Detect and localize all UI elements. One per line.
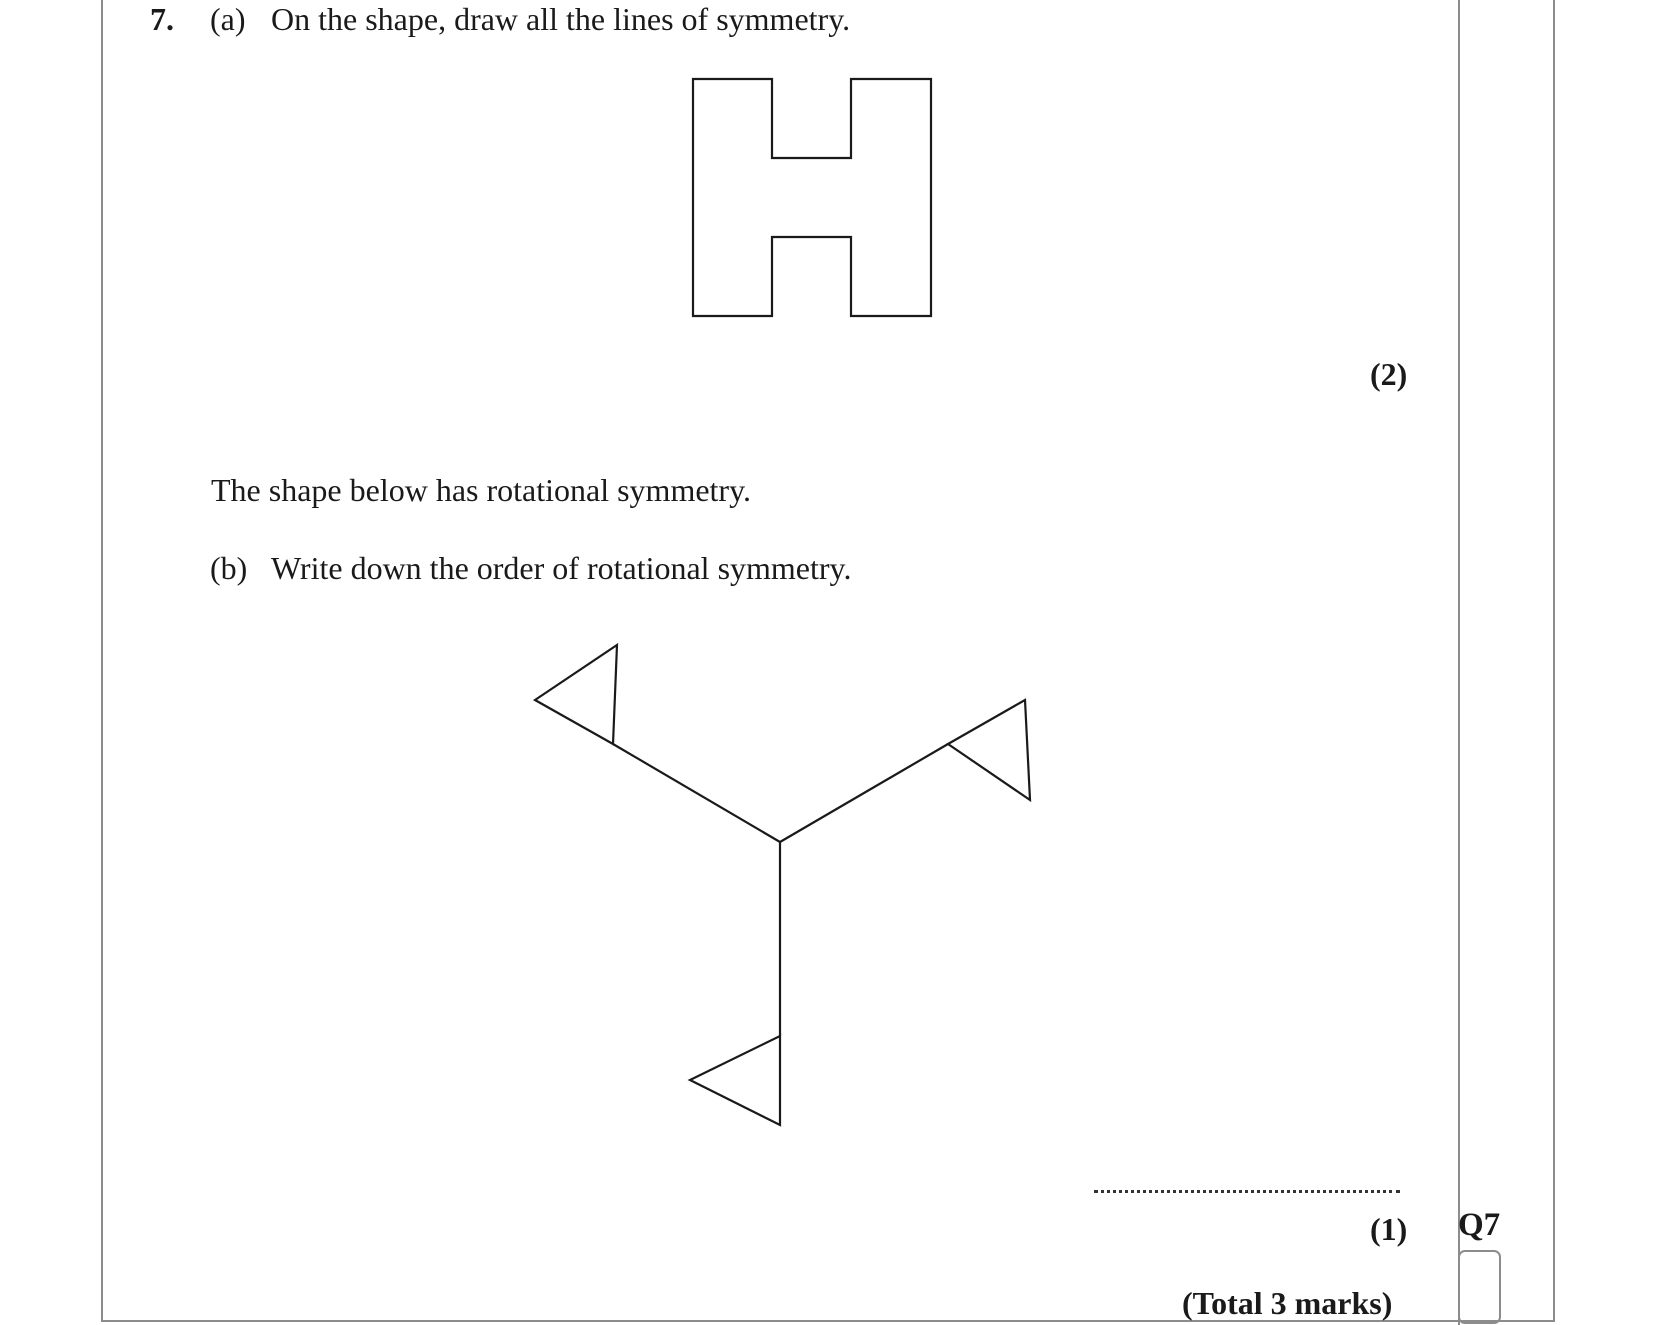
part-a-marks: (2) [1370,356,1408,392]
question-number: 7. [150,1,174,37]
part-b-marks: (1) [1370,1211,1408,1247]
part-b-label: (b) [210,550,248,586]
rotational-symmetry-stem: The shape below has rotational symmetry. [211,472,751,508]
part-a-label: (a) [210,1,246,37]
arm-upper-right [780,744,948,842]
part-a-instruction: On the shape, draw all the lines of symmetry. [271,1,851,37]
part-b-instruction: Write down the order of rotational symmetry. [271,550,852,586]
flag-bottom [690,1036,780,1125]
total-marks: (Total 3 marks) [1182,1285,1393,1321]
margin-question-label: Q7 [1458,1207,1501,1243]
examiner-mark-box [1458,1250,1501,1324]
arm-upper-left [613,744,780,842]
flag-upper-right [948,700,1030,800]
answer-line[interactable] [1094,1190,1400,1193]
flag-upper-left [535,645,617,744]
